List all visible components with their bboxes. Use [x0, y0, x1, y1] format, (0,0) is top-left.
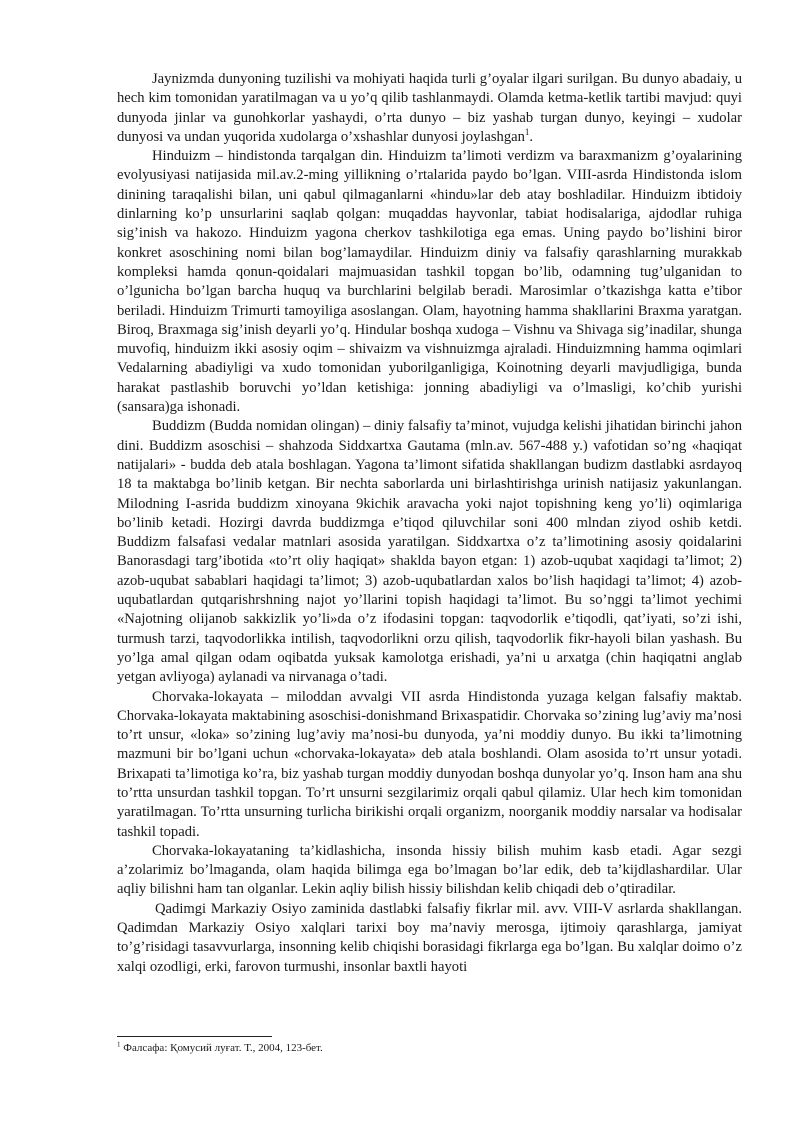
paragraph-hinduism: Hinduizm – hindistonda tarqalgan din. Hinduizm ta’limoti verdizm va baraxmanizm g’oyalarining evolyusiyasi natijasida mil.av.2-ming yillikning o’rtalarida paydo bo’lgan. VIII-asrda Hindistonda islom dinining taraqalishi bilan, uni qabul qilmaganlarni «hindu»lar deb atay boshladilar. Hinduizm ibtidoiy dinlarning ko’p unsurlarini saqlab qolgan: muqaddas hayvonlar, tabiat hodisalariga, ajdodlar ruhiga sig’inish va hakozo. Hinduizm yagona cherkov tashkilotiga ega emas. Uning paydo bo’lishini biror konkret asoschining nomi bilan bog’lamaydilar. Hinduizm diniy va falsafiy qarashlarning murakkab kompleksi hamda qonun-qoidalari majmuasidan tashkil topgan bo’lib, odamning tug’ulganidan to o’lgunicha bo’lgan barcha huquq va burchlarini belgilab beradi. Marosimlar o’tkazishga katta e’tibor beriladi. Hinduizm Trimurti tamoyiliga asoslangan. Olam, hayotning hamma shakllarini Braxma yaratgan. Biroq, Braxmaga sig’inish deyarli yo’q. Hindular boshqa xudoga – Vishnu va Shivaga sig’inadilar, shunga muvofiq, hinduizm ikki asosiy oqim – shivaizm va vishnuizmga ajraladi. Hinduizmning hamma oqimlari Vedalarning abadiyligi va xudo tomonidan yuborilganligiga, Koinotning deyarli mavjudligiga, bunda harakat pastlashib boruvchi yo’ldan ketishiga: jonning abadiyligi va o’lmasligi, ko’chib yurishi (sansara)ga ishonadi. — [117, 148, 742, 416]
footnote-reference[interactable]: 1 — [524, 127, 530, 138]
paragraph-central-asia: Qadimgi Markaziy Osiyo zaminida dastlabki falsafiy fikrlar mil. avv. VIII-V asrlarda shakllangan. Qadimdan Markaziy Osiyo xalqlari tarixi boy ma’naviy merosga, ijtimoiy qarashlarga, jamiyat to’g’risidagi tasavvurlarga, insonning kelib chiqishi borasidagi fikrlarga ega bo’lgan. Bu xalqlar doimo o’z xalqi ozodligi, erki, farovon turmushi, insonlar baxtli hayoti — [117, 900, 742, 975]
document-body — [117, 70, 742, 977]
footnote-text: Фалсафа: Қомусий луғат. Т., 2004, 123-бет. — [120, 1042, 323, 1054]
paragraph-text: Jaynizmda dunyoning tuzilishi va mohiyati haqida turli g’oyalar ilgari surilgan. Bu dunyo abadaiy, u hech kim tomonidan yaratilmagan va u yo’q qilib tashlanmaydi. Olamda ketma-ketlik tartibi mavjud: quyi dunyoda jinlar va gunohkorlar yashaydi, o’rta dunyo – biz yashab turgan dunyo, keyingi – xudolar dunyosi va undan yuqorida xudolarga o’xshashlar dunyosi joylashgan — [117, 71, 742, 145]
footnote-number: 1 — [117, 1040, 121, 1049]
paragraph-jainism — [117, 70, 742, 147]
paragraph-charvaka-knowledge: Chorvaka-lokayataning ta’kidlashicha, insonda hissiy bilish muhim kasb etadi. Agar sezgi a’zolarimiz bo’lmaganda, olam haqida bilimga ega bo’lmagan bo’lar edik, deb ta’kijdlashardilar. Ular aqliy bilishni ham tan olganlar. Lekin aqliy bilish hissiy bilishdan kelib chiqadi deb o’qtiradilar. — [117, 842, 742, 898]
paragraph-end: . — [529, 128, 534, 145]
paragraph-charvaka: Chorvaka-lokayata – miloddan avvalgi VII asrda Hindistonda yuzaga kelgan falsafiy maktab. Chorvaka-lokayata maktabining asoschisi-donishmand Brixaspatidir. Chorvaka so’zining lug’aviy ma’nosi to’rt unsur, «loka» so’zining lug’aviy ma’nosi-bu dunyoda, ya’ni moddiy dunyo. Bu ikki ta’limotning mazmuni bir bo’lgani uchun «chorvaka-lokayata» deb atala boshlandi. Olam asosida to’rt unsur yotadi. Brixapati ta’limotiga ko’ra, biz yashab turgan moddiy dunyodan boshqa dunyolar yo’q. Inson ham ana shu to’rtta unsurdan tashkil topgan. To’rt unsurni sezgilarimiz orqali qabul qilamiz. Ular hech kim tomonidan yaratilmagan. To’rtta unsurning turlicha birikishi orqali organizm, noorganik moddiy narsalar va hodisalar tashkil topadi. — [117, 688, 742, 840]
footnote-separator — [117, 1036, 272, 1037]
paragraph-buddhism: Buddizm (Budda nomidan olingan) – diniy falsafiy ta’minot, vujudga kelishi jihatidan birinchi jahon dini. Buddizm asoschisi – shahzoda Siddxartxa Gautama (mln.av. 567-488 y.) vafotidan so’ng «haqiqat natijalari» - budda deb atala boshlagan. Yagona ta’limont sifatida shakllangan budizm dastlabki asrdayoq 18 ta maktabga bo’linib ketgan. Bir nechta saborlarda uni birlashtirishga urinish natijasiz yakunlangan. Milodning I-asrida buddizm xinoyana 9kichik aravacha yoki najot topishning keng yo’li) oqimlariga bo’linib ketadi. Hozirgi davrda buddizmga e’tiqod qiluvchilar soni 400 mlndan ziyod oshib ketdi. Buddizm falsafasi vedalar matnlari asosida yaratilgan. Siddxartxa o’z ta’limotining asosiy qoidalarini Banorasdagi targ’ibotida «to’rt oliy haqiqat» shaklda bayon etgan: 1) azob-uqubat xaqidagi ta’limot; 2) azob-uqubat sabablari haqidagi ta’limot; 3) azob-uqubatlardan xalos bo’lish haqidagi ta’limot; 4) azob-uqubatlardan qutqarishrshning najot yo’llarini topish haqidagi ta’limot. Bu so’nggi ta’limot yechimi «Najotning olijanob sakkizlik yo’li»da o’z ifodasini topgan: taqvodorlik e’tiqodli, qat’iyati, so’zi ishi, turmush tarzi, taqvodorlikka intilish, taqvodorlikni orzu qilish, taqvodorlik fikr-hayoli bilan yashash. Bu yo’lga amal qilgan odam oqibatda yuksak kamolotga erishadi, ya’ni u arxatga (chin haqiqatni anglab yetgan avliyoga) aylanadi va nirvanaga o’tadi. — [117, 418, 742, 686]
footnote — [117, 1041, 742, 1055]
